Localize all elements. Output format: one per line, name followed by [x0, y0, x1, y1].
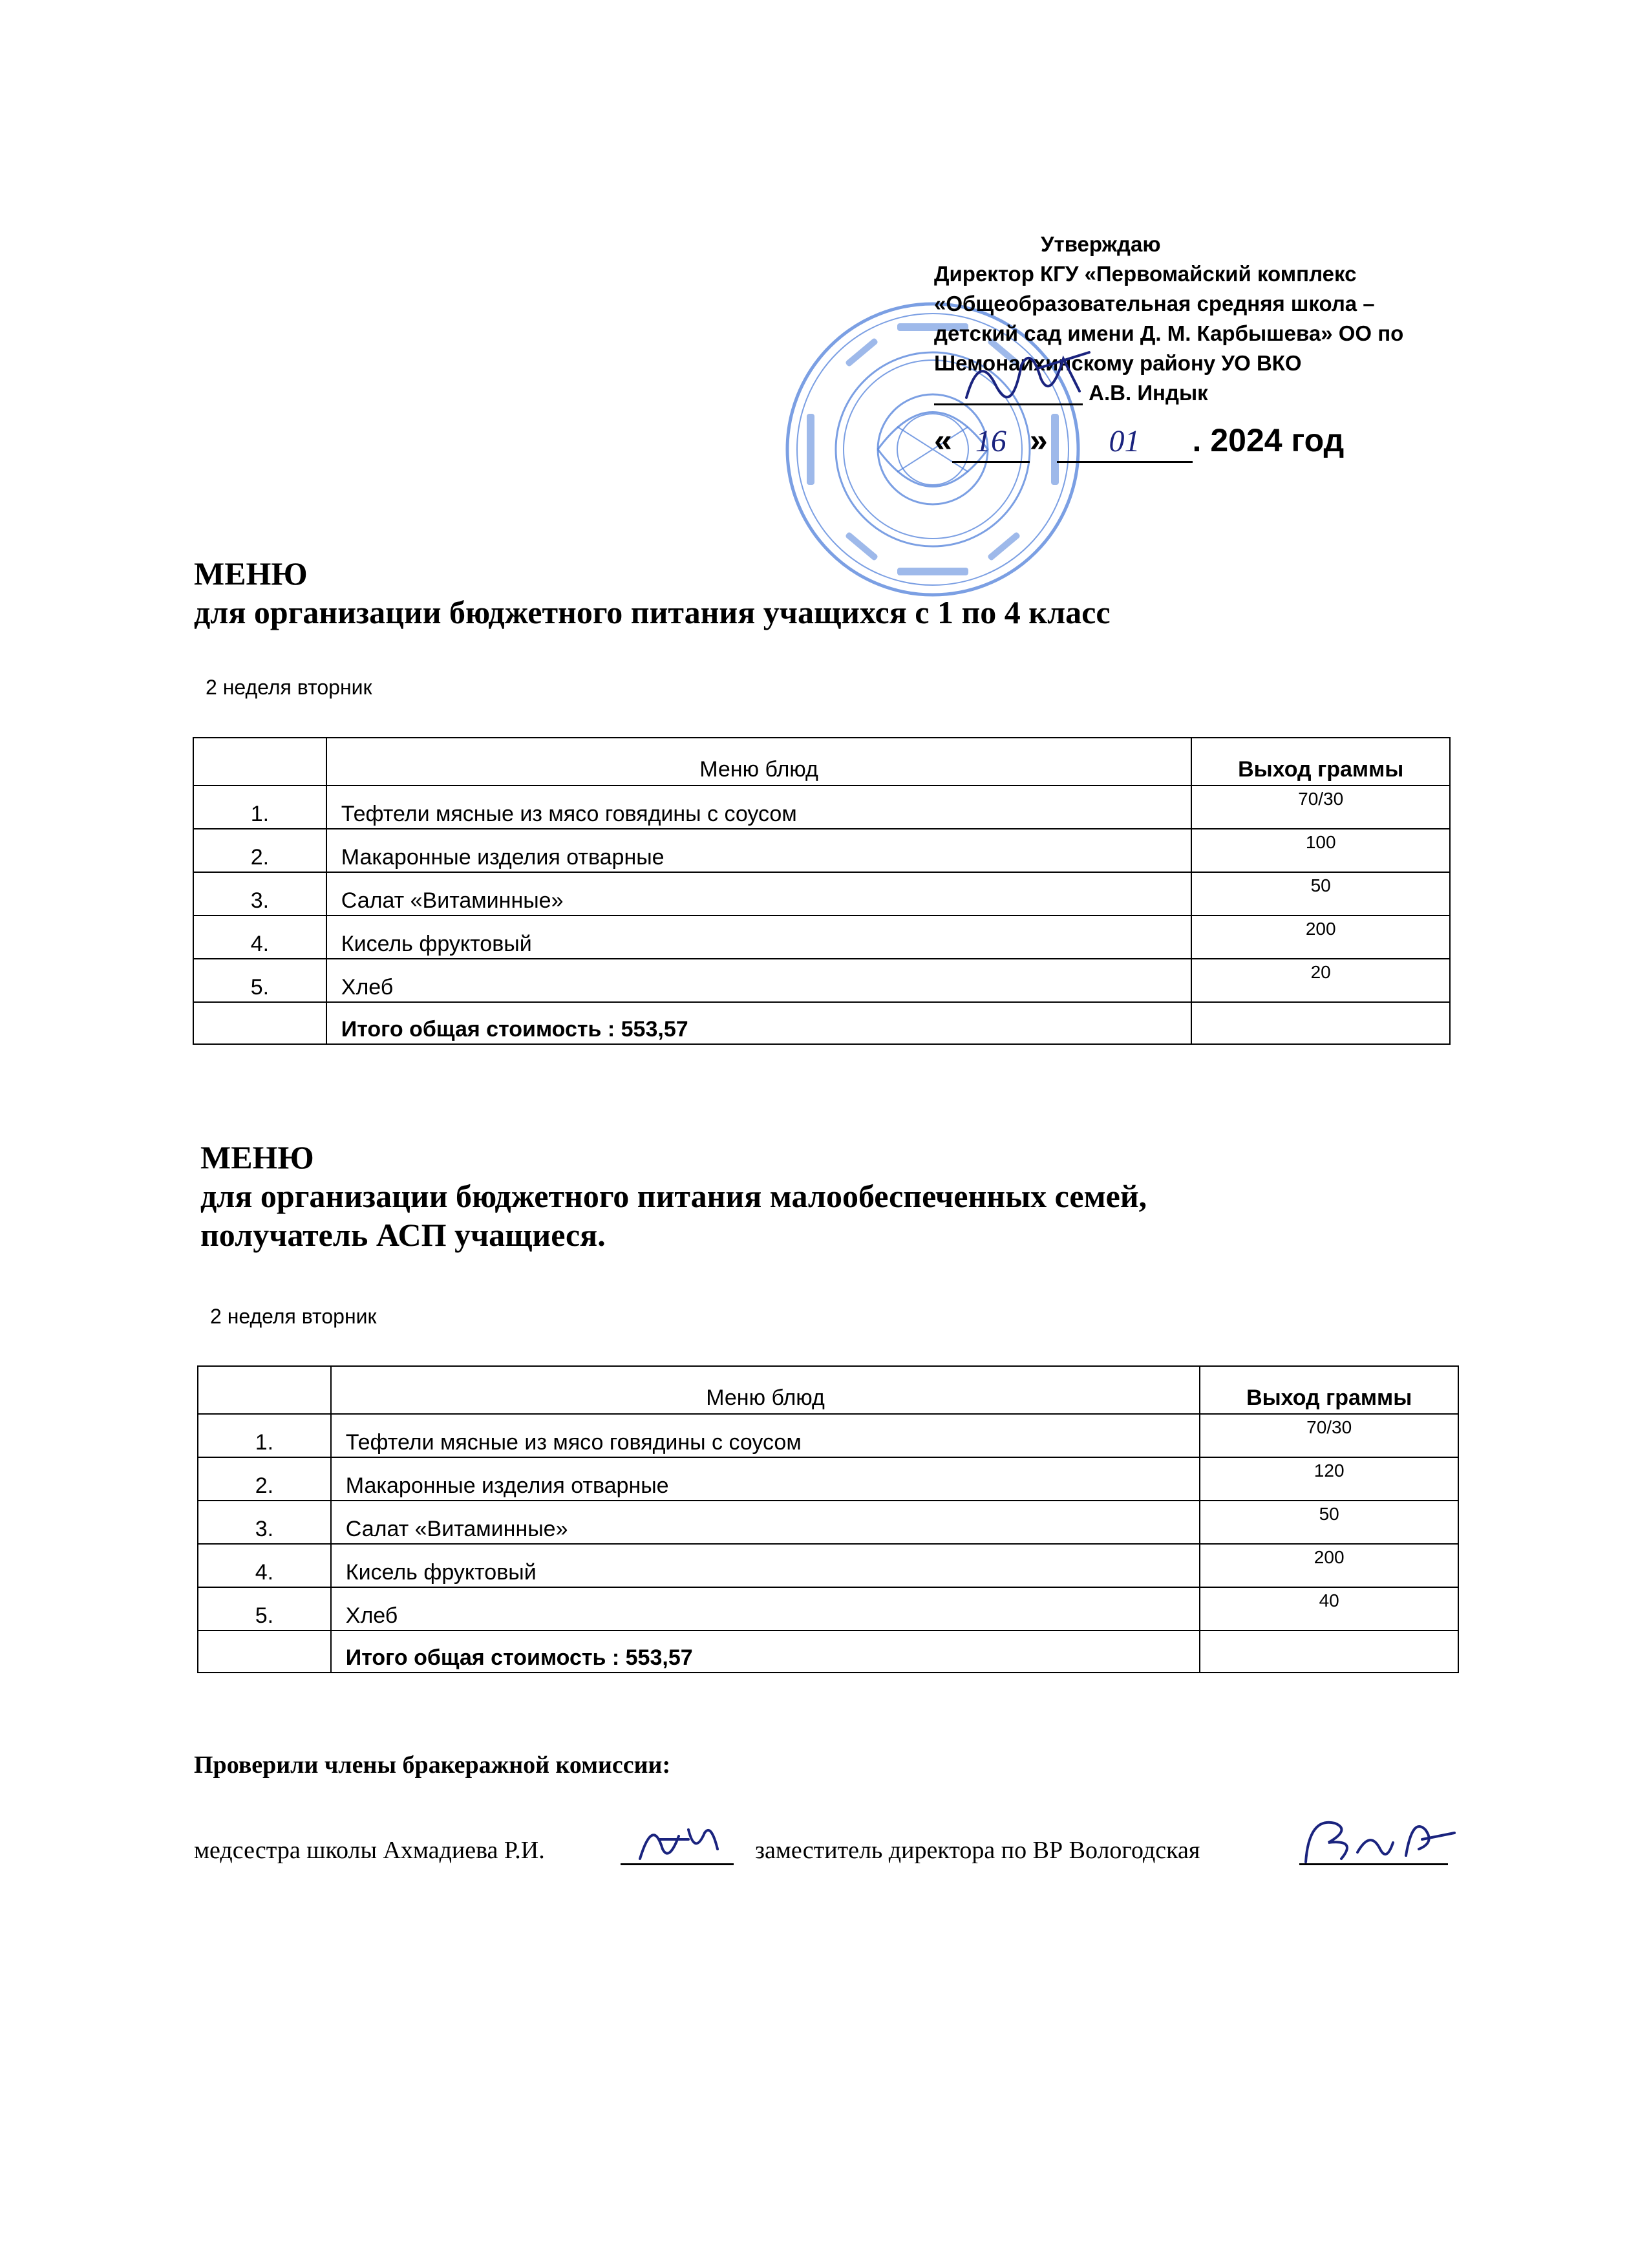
row-number: 2.: [198, 1457, 331, 1501]
dish-header: Меню блюд: [331, 1366, 1200, 1414]
menu1-subtitle: для организации бюджетного питания учащихся с 1 по 4 класс: [194, 594, 1111, 630]
deputy-label: заместитель директора по ВР Вологодская: [755, 1837, 1200, 1864]
dish-name: Салат «Витаминные»: [326, 872, 1192, 915]
dish-grams: 200: [1191, 915, 1450, 959]
table-row: [198, 1414, 1458, 1457]
menu2-subtitle: для организации бюджетного питания малообеспеченных семей,: [200, 1178, 1147, 1214]
menu2-week: 2 неделя вторник: [210, 1305, 377, 1328]
dish-grams: 70/30: [1191, 786, 1450, 829]
approval-line-1: Директор КГУ «Первомайский комплекс: [934, 262, 1357, 286]
approval-block: [934, 230, 1580, 463]
approval-day: 16: [952, 422, 1030, 463]
menu1-week: 2 неделя вторник: [206, 676, 372, 699]
total-cost: Итого общая стоимость : 553,57: [326, 1002, 1192, 1044]
dish-grams: 40: [1200, 1587, 1458, 1631]
commission-signatures: [194, 1830, 1487, 1881]
row-number: 5.: [193, 959, 326, 1002]
table-header-row: [193, 738, 1450, 786]
dish-name: Кисель фруктовый: [326, 915, 1192, 959]
dish-grams: 50: [1191, 872, 1450, 915]
menu1-heading: [194, 554, 1111, 632]
menu1-title: МЕНЮ: [194, 555, 308, 592]
table-row: [193, 872, 1450, 915]
table-row: [198, 1587, 1458, 1631]
dish-name: Тефтели мясные из мясо говядины с соусом: [331, 1414, 1200, 1457]
menu2-heading: [200, 1138, 1147, 1254]
table-row: [198, 1501, 1458, 1544]
approval-line-3: детский сад имени Д. М. Карбышева» ОО по: [934, 321, 1404, 345]
dish-grams: 100: [1191, 829, 1450, 872]
num-header: [193, 738, 326, 786]
row-number: 3.: [198, 1501, 331, 1544]
approval-title: Утверждаю: [1041, 232, 1161, 256]
row-number: 5.: [198, 1587, 331, 1631]
total-row: [198, 1631, 1458, 1673]
approval-year: 2024 год: [1210, 422, 1345, 458]
dish-header: Меню блюд: [326, 738, 1192, 786]
dish-name: Тефтели мясные из мясо говядины с соусом: [326, 786, 1192, 829]
row-number: 2.: [193, 829, 326, 872]
dish-name: Хлеб: [326, 959, 1192, 1002]
total-row: [193, 1002, 1450, 1044]
row-number: 4.: [193, 915, 326, 959]
dish-grams: 70/30: [1200, 1414, 1458, 1457]
total-cost: Итого общая стоимость : 553,57: [331, 1631, 1200, 1673]
menu1-table: [193, 737, 1451, 1045]
row-number: 3.: [193, 872, 326, 915]
row-number: 1.: [198, 1414, 331, 1457]
dish-name: Кисель фруктовый: [331, 1544, 1200, 1587]
table-row: [193, 786, 1450, 829]
dish-grams: 20: [1191, 959, 1450, 1002]
approval-line-4: Шемонаихинскому району УО ВКО: [934, 351, 1302, 375]
row-number: 1.: [193, 786, 326, 829]
table-row: [193, 915, 1450, 959]
table-row: [193, 829, 1450, 872]
row-number: 4.: [198, 1544, 331, 1587]
dish-grams: 50: [1200, 1501, 1458, 1544]
deputy-signature: [1296, 1804, 1464, 1875]
approval-month: 01: [1057, 422, 1193, 463]
nurse-signature: [633, 1810, 730, 1868]
dish-name: Салат «Витаминные»: [331, 1501, 1200, 1544]
dish-name: Макаронные изделия отварные: [331, 1457, 1200, 1501]
dish-grams: 200: [1200, 1544, 1458, 1587]
dish-name: Хлеб: [331, 1587, 1200, 1631]
director-signature: [960, 339, 1102, 411]
commission-title: Проверили члены бракеражной комиссии:: [194, 1751, 671, 1779]
output-header: Выход граммы: [1200, 1366, 1458, 1414]
dish-name: Макаронные изделия отварные: [326, 829, 1192, 872]
menu2-title: МЕНЮ: [200, 1139, 314, 1175]
approval-signer-row: [934, 378, 1580, 408]
nurse-label: медсестра школы Ахмадиева Р.И.: [194, 1837, 545, 1864]
num-header: [198, 1366, 331, 1414]
dish-grams: 120: [1200, 1457, 1458, 1501]
approval-line-2: «Общеобразовательная средняя школа –: [934, 292, 1375, 316]
table-row: [198, 1457, 1458, 1501]
table-row: [198, 1544, 1458, 1587]
table-row: [193, 959, 1450, 1002]
menu2-subtitle-2: получатель АСП учащиеся.: [200, 1217, 606, 1253]
table-header-row: [198, 1366, 1458, 1414]
approval-signer: А.В. Индык: [1089, 381, 1208, 405]
output-header: Выход граммы: [1191, 738, 1450, 786]
menu2-table: [197, 1365, 1459, 1673]
approval-date: « 16 » 01 . 2024 год: [934, 421, 1580, 463]
